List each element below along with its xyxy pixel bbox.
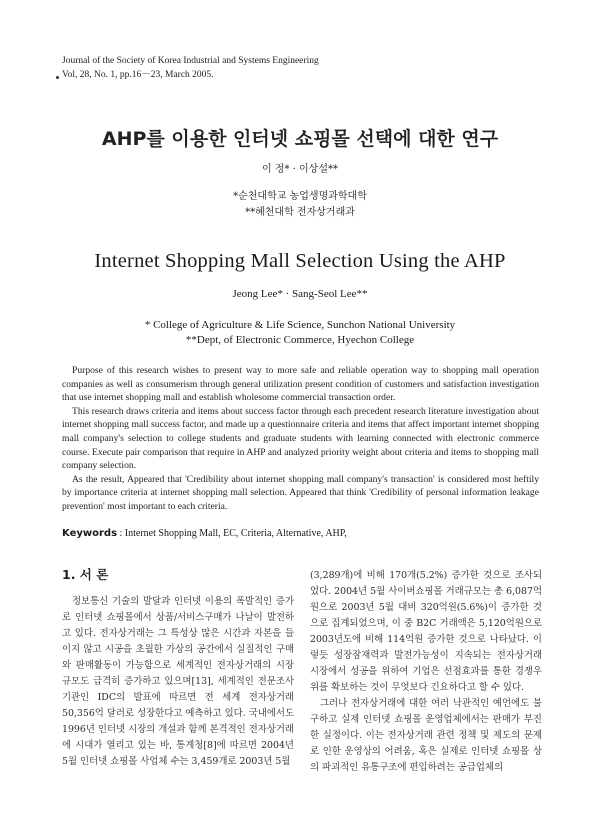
abstract-paragraph-3: As the result, Appeared that 'Credibility about internet shopping mall company's transaction' is considered most heftily by importance criteria at internet shopping mall selection. Appeared that think 'Credibility of personal information leakage prevention' most important to each criteria. bbox=[62, 473, 539, 512]
korean-affiliations bbox=[0, 189, 600, 221]
keywords bbox=[62, 528, 539, 539]
english-title: Internet Shopping Mall Selection Using the AHP bbox=[94, 250, 506, 272]
english-affiliations bbox=[0, 318, 600, 348]
journal-name: Journal of the Society of Korea Industrial and Systems Engineering bbox=[62, 56, 319, 66]
keywords-label: Keywords bbox=[62, 528, 118, 539]
keywords-text: : Internet Shopping Mall, EC, Criteria, Alternative, AHP, bbox=[117, 528, 347, 539]
korean-authors: 이 정* · 이상설** bbox=[261, 164, 338, 175]
body-paragraph-right-2: 그러나 전자상거래에 대한 여러 낙관적인 예언에도 불구하고 실제 인터넷 쇼핑몰 운영업체에서는 판매가 부진한 실정이다. 이는 전자상거래 관련 정책 및 제도의 문제로 인한 운영상의 어려움, 혹은 실제로 인터넷 쇼핑몰 상의 파괴적인 유통구조에 편입하려는 공급업체의 bbox=[310, 698, 542, 773]
journal-citation bbox=[62, 54, 319, 82]
journal-volume bbox=[62, 68, 319, 82]
english-affiliation-2: **Dept, of Electronic Commerce, Hyechon College bbox=[185, 334, 415, 346]
korean-title: AHP를 이용한 인터넷 쇼핑몰 선택에 대한 연구 bbox=[101, 128, 499, 150]
abstract bbox=[62, 364, 539, 514]
english-affiliation-1: * College of Agriculture & Life Science, Sunchon National University bbox=[144, 319, 456, 331]
body-paragraph-left-1: 정보통신 기술의 발달과 인터넷 이용의 폭발적인 증가로 인터넷 쇼핑몰에서 상품/서비스구매가 나날이 발전하고 있다. 전자상거래는 그 특성상 많은 시간과 자본을 들이지 않고 시공을 초월한 가상의 공간에서 실질적인 구매와 판매활동이 가능함으로 세계적인 전자상거래의 시장규모도 급격히 증가하고 있으며[13], 세계적인 전문조사기관인 IDC의 발표에 따르면 전 세계 전자상거래 50,356억 달러로 성장한다고 예측하고 있다. 국내에서도 1996년 인터넷 시장의 개설과 함께 본격적인 전자상거래에 시대가 열리고 있는 바, 통계청[8]에 따르면 2004년 5월 인터넷 쇼핑몰 사업체 수는 3,459개로 2003년 5월 bbox=[62, 596, 294, 767]
section-heading: 1. 서 론 bbox=[62, 567, 109, 582]
korean-affiliation-2: **혜천대학 전자상거래과 bbox=[245, 207, 355, 218]
body-column-left bbox=[62, 567, 294, 770]
journal-volume-text: Vol, 28, No. 1, pp.16－23, March 2005. bbox=[62, 70, 214, 80]
body-paragraph-right-1: (3,289개)에 비해 170개(5.2%) 증가한 것으로 조사되었다. 2004년 5월 사이버쇼핑몰 거래규모는 총 6,087억원으로 2003년 5월 대비 320억원(5.6%)이 증가한 것으로 집계되었으며, 이 중 B2C 거래액은 5,120억원으로 2003년도에 비해 114억원 증가한 것으로 나타났다. 이렇듯 성장잠재력과 발전가능성이 지속되는 전자상거래 시장에서 성공을 위하여 기업은 선점효과를 통한 경쟁우위를 확보하는 것이 무엇보다 긴요하다고 할 수 있다. bbox=[310, 570, 542, 693]
bullet-dot-icon bbox=[56, 76, 59, 79]
abstract-paragraph-2: This research draws criteria and items about success factor through each precedent research literature investigation about internet shopping mall success factor, and made up a questionnaire criteria and items that affect important internet shopping mall company's selection to college students and graduate students with learning connected with electronic commerce course. Execute pair comparison that require in AHP and analyzed priority weight about criteria and items to shopping mall company selection. bbox=[62, 405, 539, 472]
korean-affiliation-1: *순천대학교 농업생명과학대학 bbox=[233, 191, 367, 202]
abstract-paragraph-1: Purpose of this research wishes to present way to more safe and reliable operation way to shopping mall operation companies as well as consumerism through general utilization present condition of customers and satisfaction investigation that use internet shopping mall and establish wholesome commercial transaction order. bbox=[62, 365, 539, 404]
body-column-right bbox=[310, 568, 542, 776]
english-authors: Jeong Lee* · Sang-Seol Lee** bbox=[232, 288, 368, 300]
